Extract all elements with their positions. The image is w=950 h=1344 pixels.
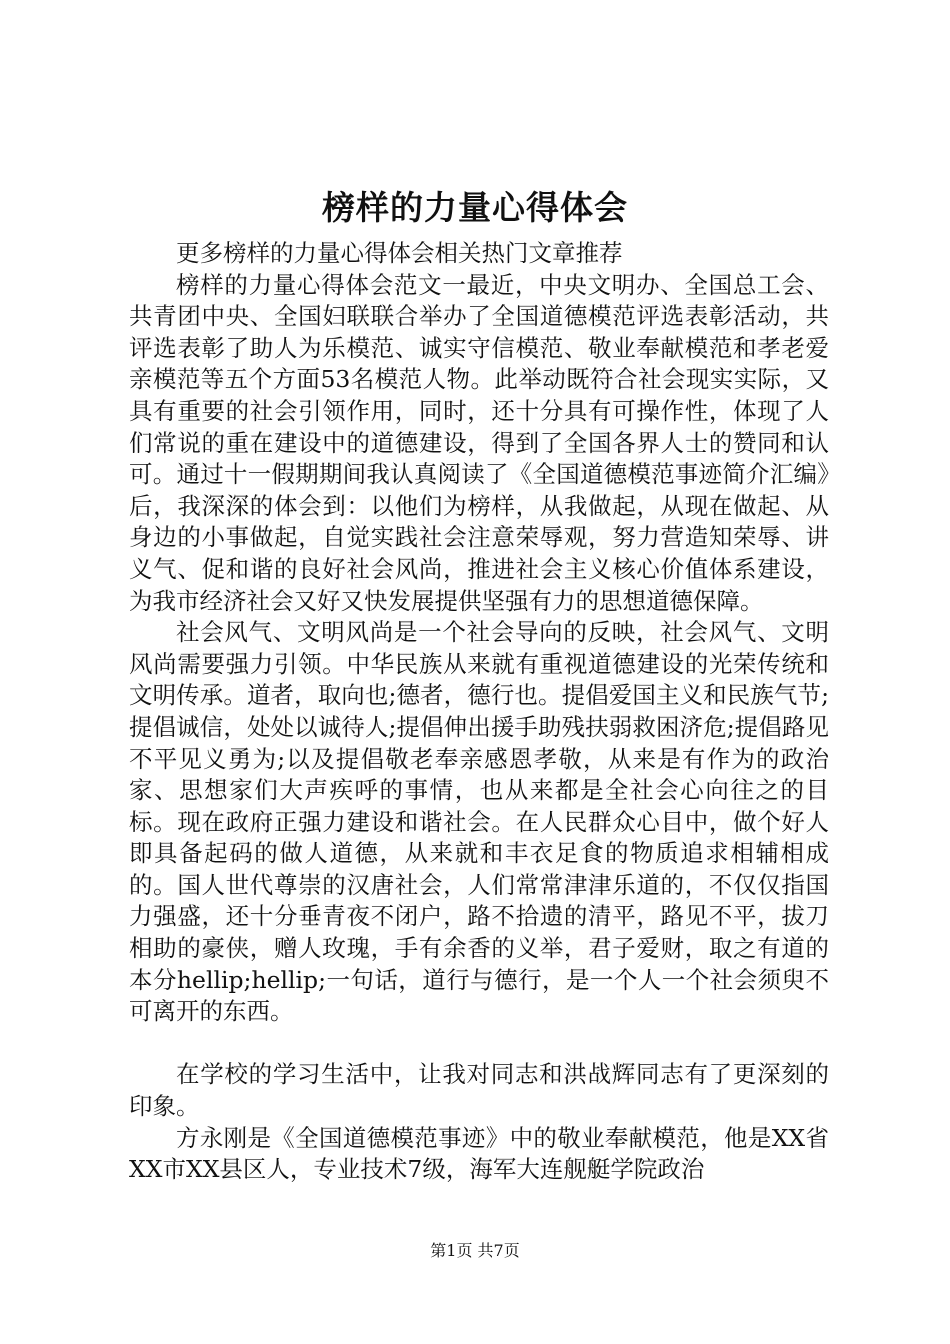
paragraph-intro: 榜样的力量心得体会范文一最近，中央文明办、全国总工会、共青团中央、全国妇联联合举办了全国道德模范评选表彰活动，共评选表彰了助人为乐模范、诚实守信模范、敬业奉献模范和孝老爱亲模范等五个方面53名模范人物。此举动既符合社会现实实际，又具有重要的社会引领作用，同时，还十分具有可操作性，体现了人们常说的重在建设中的道德建设，得到了全国各界人士的赞同和认可。通过十一假期期间我认真阅读了《全国道德模范事迹简介汇编》后，我深深的体会到：以他们为榜样，从我做起，从现在做起、从身边的小事做起，自觉实践社会注意荣辱观，努力营造知荣辱、讲义气、促和谐的良好社会风尚，推进社会主义核心价值体系建设，为我市经济社会又好又快发展提供坚强有力的思想道德保障。 (129, 270, 829, 615)
paragraph-school-life: 在学校的学习生活中，让我对同志和洪战辉同志有了更深刻的印象。 (129, 1060, 829, 1121)
paragraph-related-articles: 更多榜样的力量心得体会相关热门文章推荐 (176, 239, 623, 267)
paragraph-social-morality: 社会风气、文明风尚是一个社会导向的反映，社会风气、文明风尚需要强力引领。中华民族从来就有重视道德建设的光荣传统和文明传承。道者，取向也;德者，德行也。提倡爱国主义和民族气节;提倡诚信，处处以诚待人;提倡伸出援手助残扶弱救困济危;提倡路见不平见义勇为;以及提倡敬老奉亲感恩孝敬，从来是有作为的政治家、思想家们大声疾呼的事情，也从来都是全社会心向往之的目标。现在政府正强力建设和谐社会。在人民群众心目中，做个好人即具备起码的做人道德，从来就和丰衣足食的物质追求相辅相成的。国人世代尊崇的汉唐社会，人们常常津津乐道的，不仅仅指国力强盛，还十分垂青夜不闭户，路不拾遗的清平，路见不平，拔刀相助的豪侠，赠人玫瑰，手有余香的义举，君子爱财，取之有道的本分hellip;hellip;一句话，道行与德行，是一个人一个社会须臾不可离开的东西。 (129, 618, 829, 1026)
paragraph-fang-yonggang: 方永刚是《全国道德模范事迹》中的敬业奉献模范，他是XX省XX市XX县区人，专业技术7级，海军大连舰艇学院政治 (129, 1123, 829, 1184)
page-number-footer: 第1页 共7页 (430, 1241, 520, 1260)
document-title: 榜样的力量心得体会 (322, 188, 628, 227)
document-body (129, 238, 829, 1186)
